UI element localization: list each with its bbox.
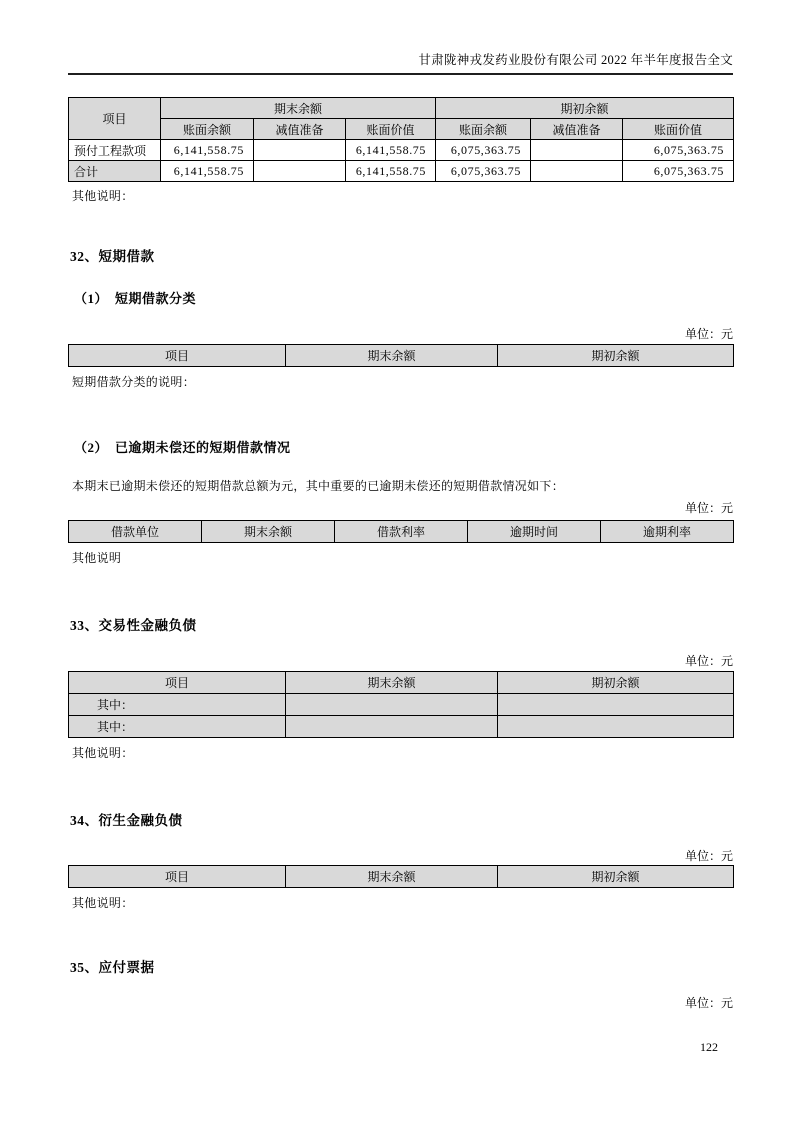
cell-begin-value: 6,075,363.75	[623, 140, 734, 161]
col-group-ending: 期末余额	[161, 98, 436, 119]
short-term-borrowings-table	[68, 344, 734, 367]
cell-begin-value: 6,075,363.75	[623, 161, 734, 182]
section-32-2-title: （2） 已逾期未偿还的短期借款情况	[74, 440, 291, 455]
document-header-title: 甘肃陇神戎发药业股份有限公司 2022 年半年度报告全文	[418, 53, 733, 67]
col-header-beginning: 期初余额	[498, 866, 734, 888]
col-header-book-value: 账面价值	[623, 119, 734, 140]
section-35-title: 35、应付票据	[70, 960, 155, 975]
cell-begin-impairment	[531, 161, 623, 182]
col-header-ending: 期末余额	[286, 672, 498, 694]
col-header-book-balance: 账面余额	[436, 119, 531, 140]
table-row	[69, 866, 734, 888]
col-header-lender: 借款单位	[69, 521, 202, 543]
section-32-1-title: （1） 短期借款分类	[74, 291, 197, 306]
other-note-label: 其他说明：	[72, 746, 134, 760]
col-header-overdue-rate: 逾期利率	[601, 521, 734, 543]
page-number: 122	[700, 1040, 718, 1054]
other-note-label: 其他说明：	[72, 896, 134, 910]
classification-note-label: 短期借款分类的说明：	[72, 375, 196, 389]
prepayments-table	[68, 97, 734, 182]
col-header-item: 项目	[69, 98, 161, 140]
cell-end-value: 6,141,558.75	[346, 140, 436, 161]
col-header-ending: 期末余额	[286, 345, 498, 367]
table-row	[69, 694, 734, 716]
section-34-title: 34、衍生金融负债	[70, 813, 183, 828]
table-row	[69, 521, 734, 543]
trading-liabilities-table	[68, 671, 734, 738]
table-row	[69, 119, 734, 140]
table-row	[69, 716, 734, 738]
cell-begin-value	[498, 694, 734, 716]
header-rule	[68, 73, 733, 75]
cell-end-value	[286, 716, 498, 738]
other-note-label: 其他说明	[72, 551, 122, 565]
col-header-item: 项目	[69, 866, 286, 888]
overdue-borrowings-table	[68, 520, 734, 543]
cell-begin-balance: 6,075,363.75	[436, 140, 531, 161]
derivative-liabilities-table	[68, 865, 734, 888]
cell-end-impairment	[254, 140, 346, 161]
unit-label: 单位：元	[684, 996, 733, 1010]
cell-begin-balance: 6,075,363.75	[436, 161, 531, 182]
cell-begin-value	[498, 716, 734, 738]
col-header-item: 项目	[69, 345, 286, 367]
col-header-ending-balance: 期末余额	[202, 521, 335, 543]
table-row	[69, 345, 734, 367]
section-32-title: 32、短期借款	[70, 249, 155, 264]
col-header-interest-rate: 借款利率	[335, 521, 468, 543]
col-group-beginning: 期初余额	[436, 98, 734, 119]
col-header-book-value: 账面价值	[346, 119, 436, 140]
section-33-title: 33、交易性金融负债	[70, 618, 197, 633]
col-header-item: 项目	[69, 672, 286, 694]
col-header-book-balance: 账面余额	[161, 119, 254, 140]
table-row	[69, 98, 734, 119]
row-subitem-label: 其中：	[69, 694, 286, 716]
cell-end-impairment	[254, 161, 346, 182]
unit-label: 单位：元	[684, 501, 733, 515]
other-note-label: 其他说明：	[72, 189, 134, 203]
cell-end-value	[286, 694, 498, 716]
row-item-label: 预付工程款项	[69, 140, 161, 161]
unit-label: 单位：元	[684, 654, 733, 668]
col-header-impairment: 减值准备	[254, 119, 346, 140]
unit-label: 单位：元	[684, 327, 733, 341]
row-subitem-label: 其中：	[69, 716, 286, 738]
col-header-impairment: 减值准备	[531, 119, 623, 140]
table-row-total	[69, 161, 734, 182]
row-total-label: 合计	[69, 161, 161, 182]
cell-end-balance: 6,141,558.75	[161, 161, 254, 182]
col-header-ending: 期末余额	[286, 866, 498, 888]
col-header-overdue-time: 逾期时间	[468, 521, 601, 543]
col-header-beginning: 期初余额	[498, 345, 734, 367]
cell-end-value: 6,141,558.75	[346, 161, 436, 182]
table-row	[69, 672, 734, 694]
unit-label: 单位：元	[684, 849, 733, 863]
cell-begin-impairment	[531, 140, 623, 161]
overdue-description: 本期末已逾期未偿还的短期借款总额为元，其中重要的已逾期未偿还的短期借款情况如下：	[72, 479, 565, 493]
col-header-beginning: 期初余额	[498, 672, 734, 694]
table-row	[69, 140, 734, 161]
cell-end-balance: 6,141,558.75	[161, 140, 254, 161]
